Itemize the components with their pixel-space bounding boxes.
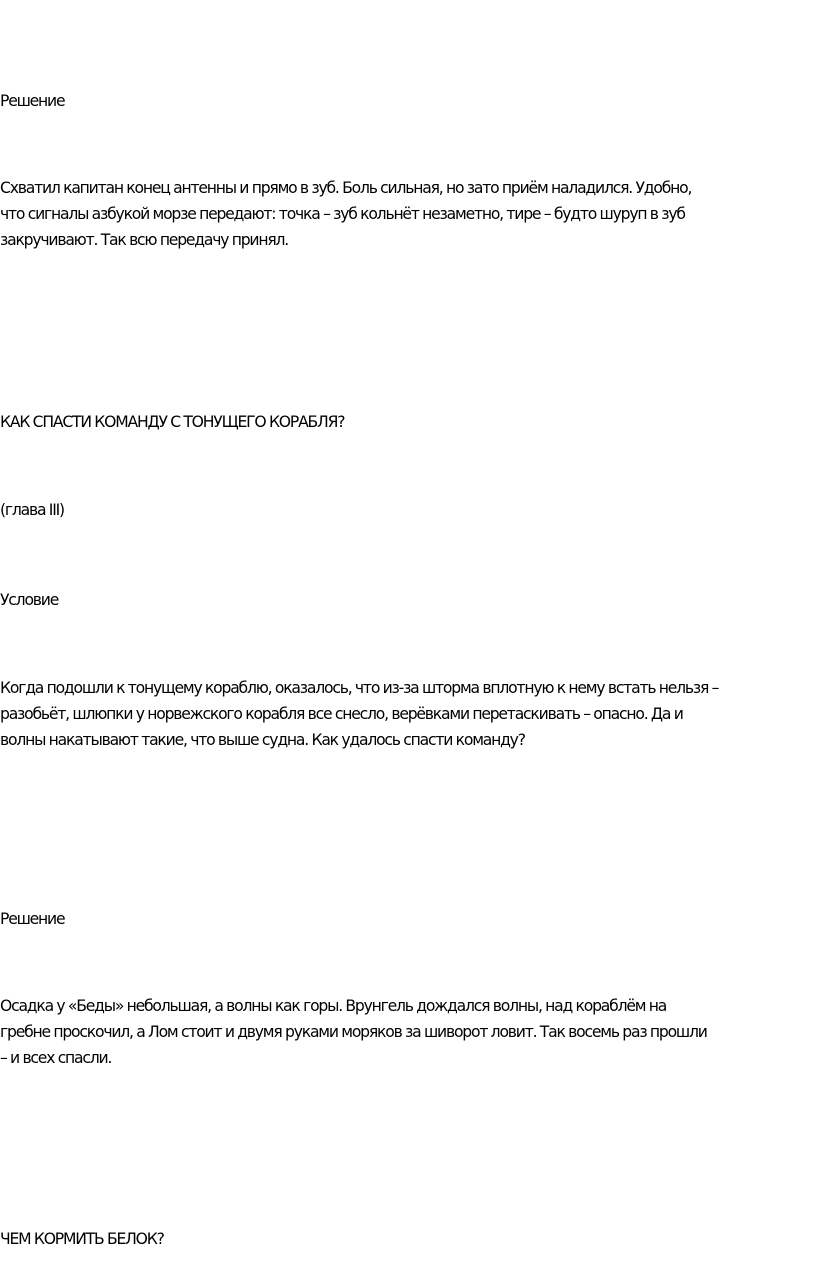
solution-paragraph [0,993,816,1071]
text-line: – и всех спасли. [0,1049,112,1067]
text-line: волны накатывают такие, что выше судна. Как удалось спасти команду? [0,731,525,749]
solution-heading [0,906,816,932]
chapter-label [0,497,816,523]
text-line: Условие [0,591,59,609]
solution-paragraph [0,175,816,253]
text-line: КАК СПАСТИ КОМАНДУ С ТОНУЩЕГО КОРАБЛЯ? [0,413,345,431]
text-line: Решение [0,92,65,110]
text-line: Схватил капитан конец антенны и прямо в зуб. Боль сильная, но зато приём наладился. Удобно, [0,179,692,197]
text-line: гребне проскочил, а Лом стоит и двумя руками моряков за шиворот ловит. Так восемь раз прошли [0,1023,707,1041]
question-title [0,1226,816,1252]
text-line: (глава III) [0,501,64,519]
solution-heading [0,88,816,114]
text-line: Решение [0,910,65,928]
text-line: Когда подошли к тонущему кораблю, оказалось, что из-за шторма вплотную к нему встать нельзя – [0,679,719,697]
condition-paragraph [0,675,816,753]
condition-heading [0,587,816,613]
text-line: что сигналы азбукой морзе передают: точка – зуб кольнёт незаметно, тире – будто шуруп в зуб [0,205,685,223]
text-line: Осадка у «Беды» небольшая, а волны как горы. Врунгель дождался волны, над кораблём на [0,997,667,1015]
text-line: закручивают. Так всю передачу принял. [0,231,289,249]
question-title [0,409,816,435]
text-line: разобьёт, шлюпки у норвежского корабля все снесло, верёвками перетаскивать – опасно. Да и [0,705,683,723]
text-line: ЧЕМ КОРМИТЬ БЕЛОК? [0,1230,164,1248]
